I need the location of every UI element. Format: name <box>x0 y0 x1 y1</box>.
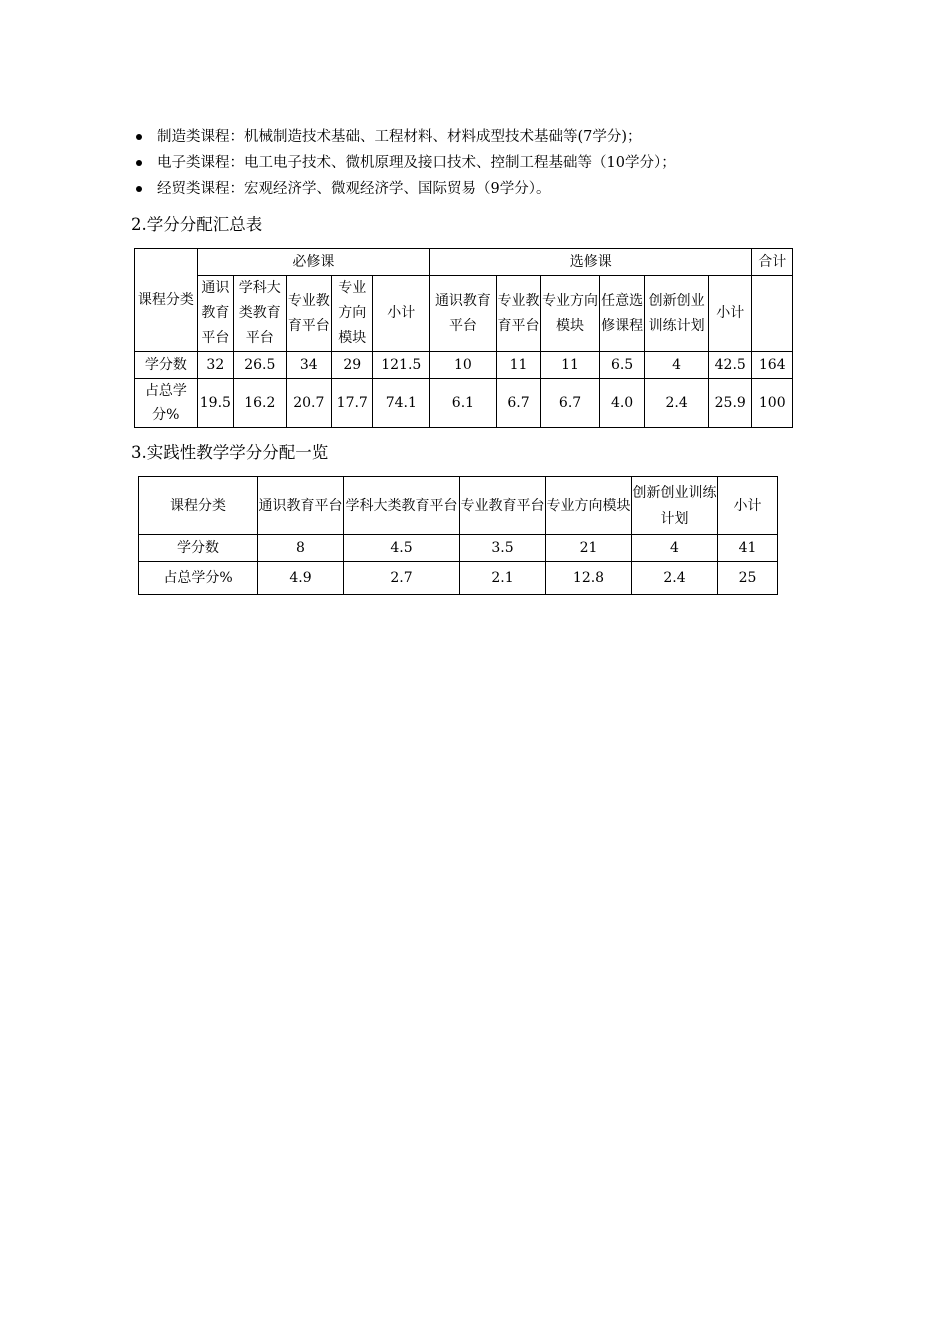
table-cell: 17.7 <box>332 379 373 428</box>
column-header: 专业方向模块 <box>541 276 600 352</box>
column-header: 小计 <box>718 477 778 535</box>
column-header: 小计 <box>708 276 752 352</box>
table-row <box>135 379 793 428</box>
list-item: 电子类课程：电工电子技术、微机原理及接口技术、控制工程基础等（10学分）； <box>130 150 676 176</box>
column-header: 学科大类教育平台 <box>344 477 460 535</box>
column-header: 专业教育平台 <box>496 276 540 352</box>
table-subheader-row <box>135 276 793 352</box>
table-cell: 12.8 <box>546 562 632 595</box>
table-cell: 11 <box>496 352 540 379</box>
table-cell: 4 <box>645 352 709 379</box>
empty-cell <box>752 276 793 352</box>
table-cell: 4.0 <box>599 379 644 428</box>
list-item: 经贸类课程：宏观经济学、微观经济学、国际贸易（9学分）。 <box>130 176 676 202</box>
row-label: 学分数 <box>135 352 198 379</box>
credit-summary-table <box>134 248 793 428</box>
column-header: 通识教育平台 <box>258 477 344 535</box>
table-cell: 3.5 <box>460 535 546 562</box>
section-3-heading: 3.实践性教学学分分配一览 <box>131 443 329 462</box>
table-cell: 6.1 <box>430 379 497 428</box>
table-cell: 121.5 <box>373 352 430 379</box>
column-header: 专业方向模块 <box>546 477 632 535</box>
column-header: 通识教育平台 <box>430 276 497 352</box>
table-cell: 164 <box>752 352 793 379</box>
practice-credit-table <box>138 476 778 595</box>
column-header: 课程分类 <box>139 477 258 535</box>
column-header: 专业教育平台 <box>286 276 331 352</box>
row-label: 学分数 <box>139 535 258 562</box>
table-cell: 100 <box>752 379 793 428</box>
table-cell: 2.4 <box>632 562 718 595</box>
corner-header: 课程分类 <box>135 249 198 352</box>
table-cell: 8 <box>258 535 344 562</box>
column-header: 专业方向模块 <box>332 276 373 352</box>
table-header-row <box>135 249 793 276</box>
column-header: 任意选修课程 <box>599 276 644 352</box>
table-cell: 16.2 <box>234 379 287 428</box>
table-cell: 34 <box>286 352 331 379</box>
elective-group-header: 选修课 <box>430 249 752 276</box>
table-cell: 4.9 <box>258 562 344 595</box>
table-cell: 11 <box>541 352 600 379</box>
table-cell: 19.5 <box>197 379 233 428</box>
table-cell: 74.1 <box>373 379 430 428</box>
table-cell: 41 <box>718 535 778 562</box>
table-cell: 6.7 <box>496 379 540 428</box>
section-2-heading: 2.学分分配汇总表 <box>131 215 263 234</box>
required-group-header: 必修课 <box>197 249 429 276</box>
table-cell: 32 <box>197 352 233 379</box>
table-cell: 25 <box>718 562 778 595</box>
bullet-icon <box>136 186 142 192</box>
bullet-icon <box>136 160 142 166</box>
list-item: 制造类课程：机械制造技术基础、工程材料、材料成型技术基础等(7学分)； <box>130 124 676 150</box>
table-cell: 6.5 <box>599 352 644 379</box>
table-cell: 4.5 <box>344 535 460 562</box>
column-header: 创新创业训练计划 <box>632 477 718 535</box>
row-label: 占总学分% <box>135 379 198 428</box>
table-cell: 6.7 <box>541 379 600 428</box>
table-row <box>139 535 778 562</box>
column-header: 小计 <box>373 276 430 352</box>
table-header-row <box>139 477 778 535</box>
bullet-icon <box>136 134 142 140</box>
table-row <box>135 352 793 379</box>
table-cell: 20.7 <box>286 379 331 428</box>
total-header: 合计 <box>752 249 793 276</box>
course-bullet-list <box>130 124 676 202</box>
table-cell: 2.7 <box>344 562 460 595</box>
table-cell: 26.5 <box>234 352 287 379</box>
table-cell: 42.5 <box>708 352 752 379</box>
table-cell: 2.1 <box>460 562 546 595</box>
column-header: 创新创业训练计划 <box>645 276 709 352</box>
table-cell: 10 <box>430 352 497 379</box>
column-header: 专业教育平台 <box>460 477 546 535</box>
table-cell: 25.9 <box>708 379 752 428</box>
row-label: 占总学分% <box>139 562 258 595</box>
table-cell: 29 <box>332 352 373 379</box>
column-header: 学科大类教育平台 <box>234 276 287 352</box>
table-cell: 2.4 <box>645 379 709 428</box>
column-header: 通识教育平台 <box>197 276 233 352</box>
table-cell: 4 <box>632 535 718 562</box>
table-row <box>139 562 778 595</box>
table-cell: 21 <box>546 535 632 562</box>
